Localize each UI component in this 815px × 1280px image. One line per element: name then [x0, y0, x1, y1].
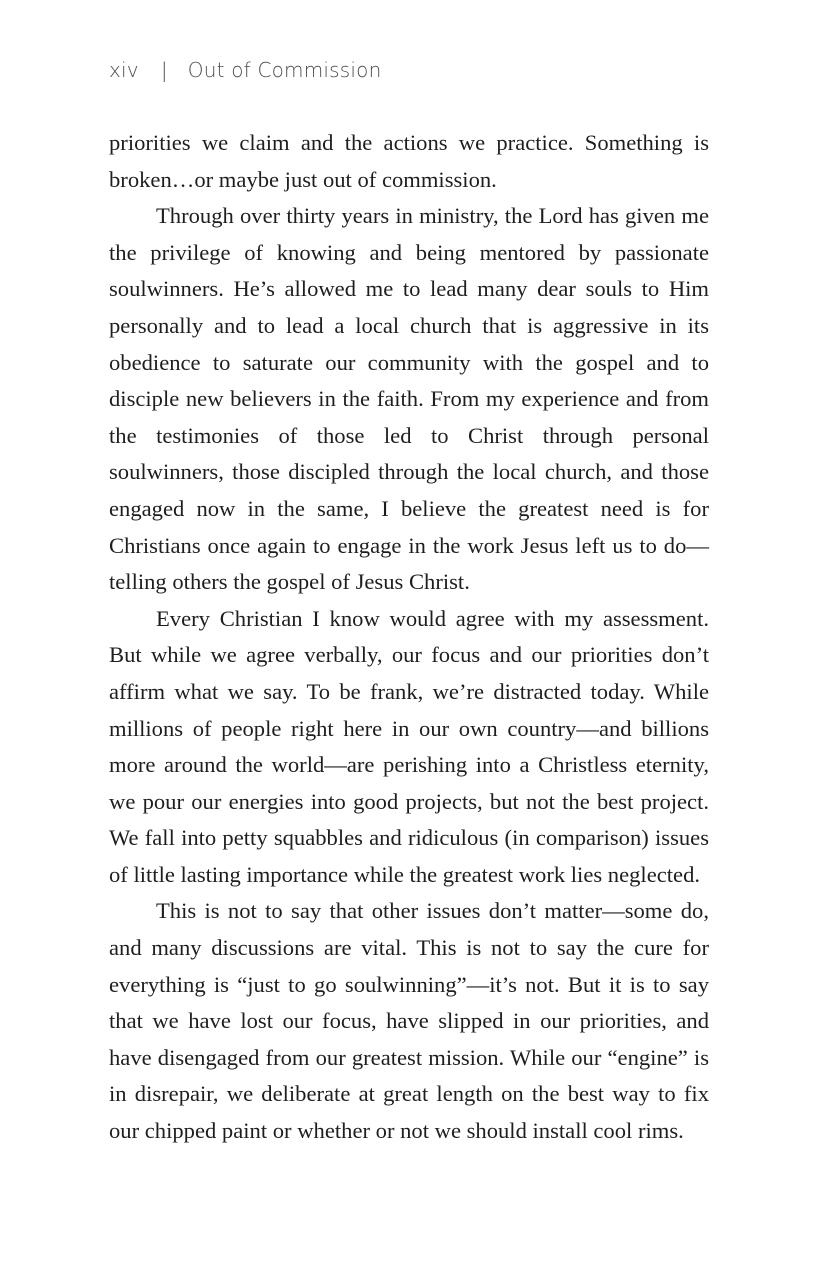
running-head [109, 58, 381, 82]
body-text [109, 125, 709, 1150]
book-title: Out of Commission [187, 58, 382, 82]
paragraph: Every Christian I know would agree with my assessment. But while we agree verbally, our focus and our priorities don’t affirm what we say. To be frank, we’re distracted today. While millions of people right here in our own country—and billions more around the world—are perishing into a Christless eternity, we pour our energies into good projects, but not the best project. We fall into petty squabbles and ridiculous (in comparison) issues of little lasting importance while the greatest work lies neglected. [109, 605, 709, 887]
paragraph: This is not to say that other issues don’t matter—some do, and many discussions are vital. This is not to say the cure for everything is “just to go soulwinning”—it’s not. But it is to say that we have lost our focus, have slipped in our priorities, and have disengaged from our greatest mission. While our “engine” is in disrepair, we deliberate at great length on the best way to fix our chipped paint or whether or not we should install cool rims. [109, 898, 709, 1144]
page-number: xiv [109, 58, 139, 82]
paragraph-continued: priorities we claim and the actions we practice. Something is broken…or maybe just out of commission. [109, 130, 709, 192]
paragraph: Through over thirty years in ministry, the Lord has given me the privilege of knowing and being mentored by passionate soulwinners. He’s allowed me to lead many dear souls to Him personally and to lead a local church that is aggressive in its obedience to saturate our community with the gospel and to disciple new believers in the faith. From my experience and from the testimonies of those led to Christ through personal soulwinners, those discipled through the local church, and those engaged now in the same, I believe the greatest need is for Christians once again to engage in the work Jesus left us to do—telling others the gospel of Jesus Christ. [109, 203, 709, 595]
header-separator: | [160, 58, 168, 82]
